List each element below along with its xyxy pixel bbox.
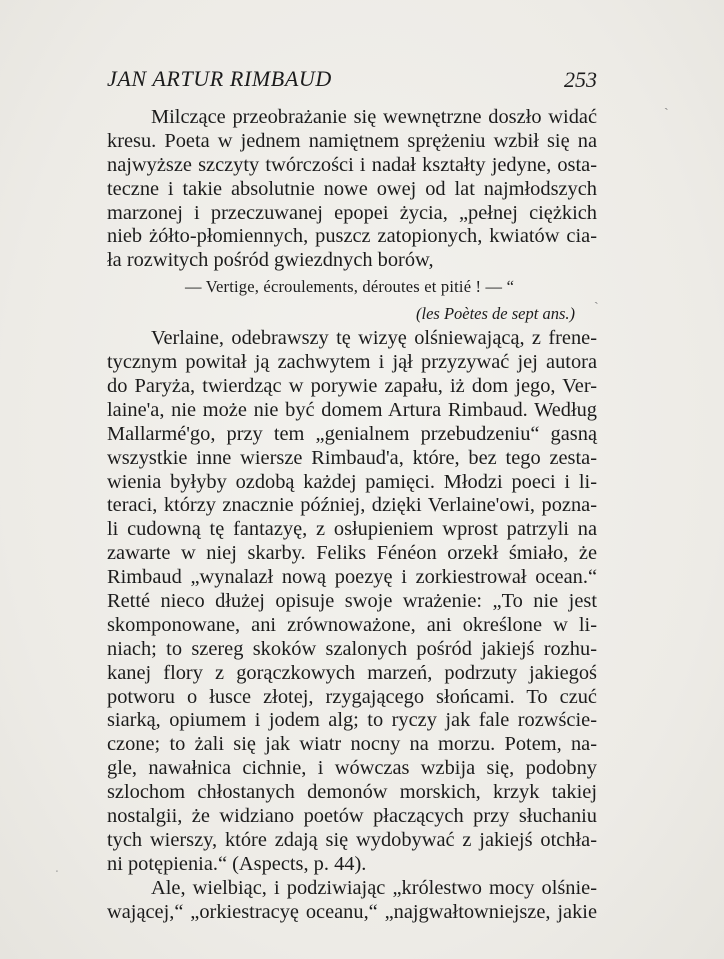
text-line: li cudowną tę fantazyę, z osłupieniem wprost patrzyli na: [107, 518, 597, 541]
text-line: wienia byłyby ozdobą każdej pamięci. Młodzi poeci i li-: [107, 470, 597, 493]
text-line: gle, nawałnica cichnie, i wówczas wzbija się, podobny: [107, 757, 597, 780]
text-line: kresu. Poeta w jednem namiętnem sprężeniu wzbił się na: [107, 129, 597, 152]
text-line: Retté nieco dłużej opisuje swoje wrażenie: „To nie jest: [107, 590, 597, 613]
text-line: kanej flory z gorączkowych marzeń, podrzuty jakiegoś: [107, 661, 597, 684]
running-head: [107, 66, 597, 96]
text-line: laine'a, nie może nie być domem Artura Rimbaud. Według: [107, 398, 597, 421]
text-line: wszystkie inne wiersze Rimbaud'a, które, bez tego zesta-: [107, 446, 597, 469]
text-line: teczne i takie absolutnie nowe owej od lat najmłodszych: [107, 177, 597, 200]
paper-speck: ˎ: [664, 96, 669, 111]
text-line: tycznym powitał ją zachwytem i jął przyzywać jej autora: [107, 351, 597, 374]
text-line: potworu o łusce złotej, rzygającego słońcami. To czuć: [107, 685, 597, 708]
text-line: nostalgii, że widziano poetów płaczących przy słuchaniu: [107, 805, 597, 828]
paper-speck: ˏ: [594, 290, 599, 305]
text-line: ła rozwitych pośród gwiezdnych borów,: [107, 249, 434, 272]
text-line: skomponowane, ani zrównoważone, ani określone w li-: [107, 613, 597, 636]
epigraph-source-line: [107, 300, 597, 327]
page-number: 253: [564, 67, 597, 92]
text-line: szlochom chłostanych demonów morskich, krzyk takiej: [107, 781, 597, 804]
text-line: niach; to szereg skoków szalonych pośród jakiejś rozhu-: [107, 637, 597, 660]
text-line: najwyższe szczyty twórczości i nadał kształty jedyne, osta-: [107, 153, 597, 176]
epigraph-source: (les Poètes de sept ans.): [416, 304, 575, 324]
text-line: do Paryża, twierdząc w porywie zapału, iż dom jego, Ver-: [107, 375, 597, 398]
text-line: tych wierszy, które zdają się wydobywać z jakiejś otchła-: [107, 828, 597, 851]
text-line: Ale, wielbiąc, i podziwiając „królestwo mocy olśnie-: [151, 876, 597, 899]
running-title: JAN ARTUR RIMBAUD: [107, 66, 332, 91]
text-line: wającej,“ „orkiestracyę oceanu,“ „najgwałtowniejsze, jakie: [107, 900, 597, 923]
epigraph-quote-line: [107, 273, 597, 300]
body-text: [107, 106, 597, 925]
text-line: Verlaine, odebrawszy tę wizyę olśniewającą, z frene-: [151, 327, 597, 350]
text-line: Mallarmé'go, przy tem „genialnem przebudzeniu“ gasną: [107, 422, 597, 445]
text-line: Milczące przeobrażanie się wewnętrzne doszło widać: [151, 106, 597, 128]
text-line: zawarte w niej skarby. Feliks Fénéon orzekł śmiało, że: [107, 542, 597, 565]
text-line: nieb żółto-płomiennych, puszcz zatopionych, kwiatów cia-: [107, 225, 597, 248]
text-line: teraci, którzy znacznie później, dzięki Verlaine'owi, pozna-: [107, 494, 597, 517]
paper-speck: ˑ: [55, 866, 59, 881]
text-line: siarką, opiumem i jodem alg; to ryczy jak fale rozwście-: [107, 709, 597, 732]
text-line: Rimbaud „wynalazł nową poezyę i zorkiestrował ocean.“: [107, 566, 597, 589]
text-line: ni potępienia.“ (Aspects, p. 44).: [107, 852, 367, 875]
text-line: marzonej i przeczuwanej epopei życia, „pełnej ciężkich: [107, 201, 597, 224]
text-line: czone; to żali się jak wiatr nocny na morzu. Potem, na-: [107, 733, 597, 756]
epigraph-quote: — Vertige, écroulements, déroutes et pitié ! — “: [185, 277, 515, 297]
